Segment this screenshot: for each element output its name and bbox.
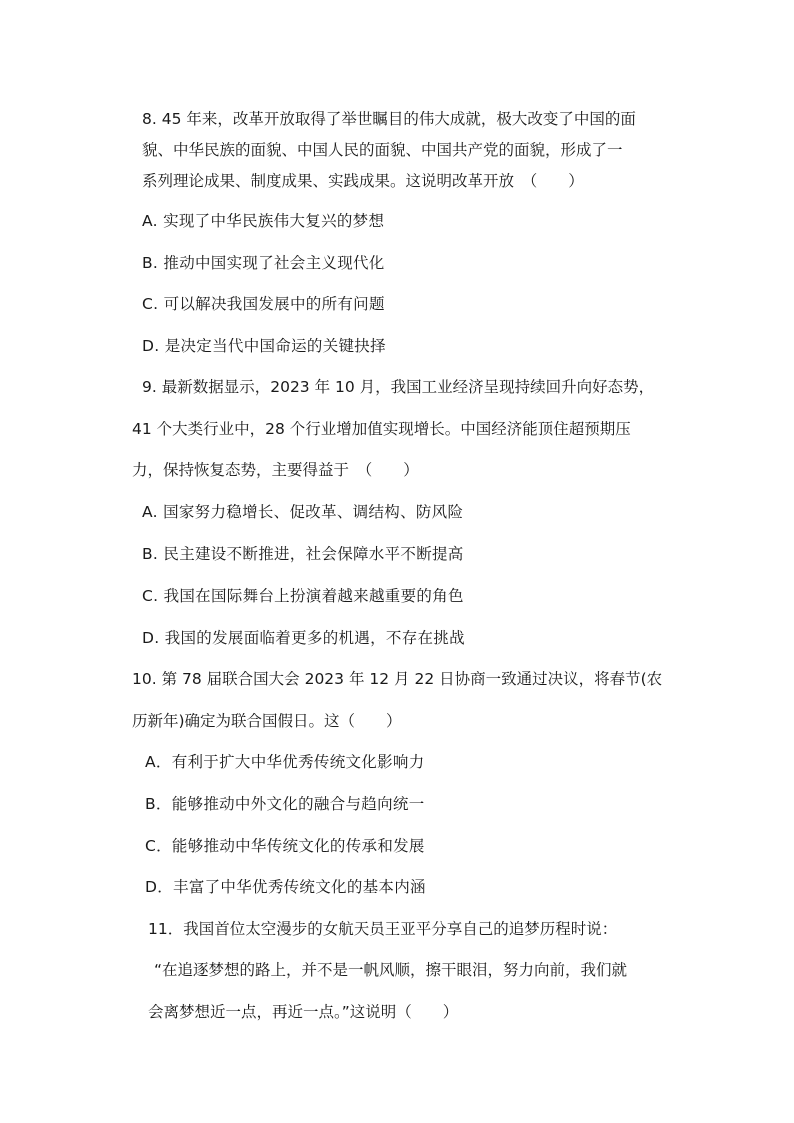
question-8-option-d: D. 是决定当代中国命运的关键抉择: [142, 337, 386, 355]
question-8-option-a: A. 实现了中华民族伟大复兴的梦想: [142, 212, 385, 230]
question-8-line-1: 8. 45 年来，改革开放取得了举世瞩目的伟大成就，极大改变了中国的面: [142, 110, 636, 128]
question-9-line-2: 41 个大类行业中，28 个行业增加值实现增长。中国经济能顶住超预期压: [132, 420, 631, 438]
question-9-line-1: 9. 最新数据显示，2023 年 10 月，我国工业经济呈现持续回升向好态势，: [142, 378, 655, 396]
question-9-option-a: A. 国家努力稳增长、促改革、调结构、防风险: [142, 503, 464, 521]
question-10-line-1: 10. 第 78 届联合国大会 2023 年 12 月 22 日协商一致通过决议，将春节(农: [132, 670, 663, 688]
question-10-option-b: B．能够推动中外文化的融合与趋向统一: [145, 795, 425, 813]
question-8-line-2: 貌、中华民族的面貌、中国人民的面貌、中国共产党的面貌，形成了一: [142, 141, 623, 159]
question-10-line-2: 历新年)确定为联合国假日。这（ ）: [132, 712, 402, 730]
question-8-option-b: B. 推动中国实现了社会主义现代化: [142, 254, 385, 272]
question-9-option-b: B. 民主建设不断推进，社会保障水平不断提高: [142, 545, 464, 563]
question-10-option-a: A．有利于扩大中华优秀传统文化影响力: [145, 753, 425, 771]
question-9-option-c: C. 我国在国际舞台上扮演着越来越重要的角色: [142, 587, 464, 605]
question-10-option-c: C．能够推动中华传统文化的传承和发展: [145, 837, 425, 855]
question-8-option-c: C. 可以解决我国发展中的所有问题: [142, 295, 385, 313]
question-11-line-3: 会离梦想近一点，再近一点。”这说明（ ）: [148, 1003, 459, 1021]
question-11-line-2: “在追逐梦想的路上，并不是一帆风顺，擦干眼泪，努力向前，我们就: [154, 961, 628, 979]
question-9-option-d: D. 我国的发展面临着更多的机遇，不存在挑战: [142, 629, 465, 647]
question-9-line-3: 力，保持恢复态势，主要得益于 （ ）: [132, 461, 419, 479]
question-10-option-d: D．丰富了中华优秀传统文化的基本内涵: [145, 878, 426, 896]
question-8-line-3: 系列理论成果、制度成果、实践成果。这说明改革开放 （ ）: [142, 172, 584, 190]
question-11-line-1: 11．我国首位太空漫步的女航天员王亚平分享自己的追梦历程时说：: [148, 920, 618, 938]
